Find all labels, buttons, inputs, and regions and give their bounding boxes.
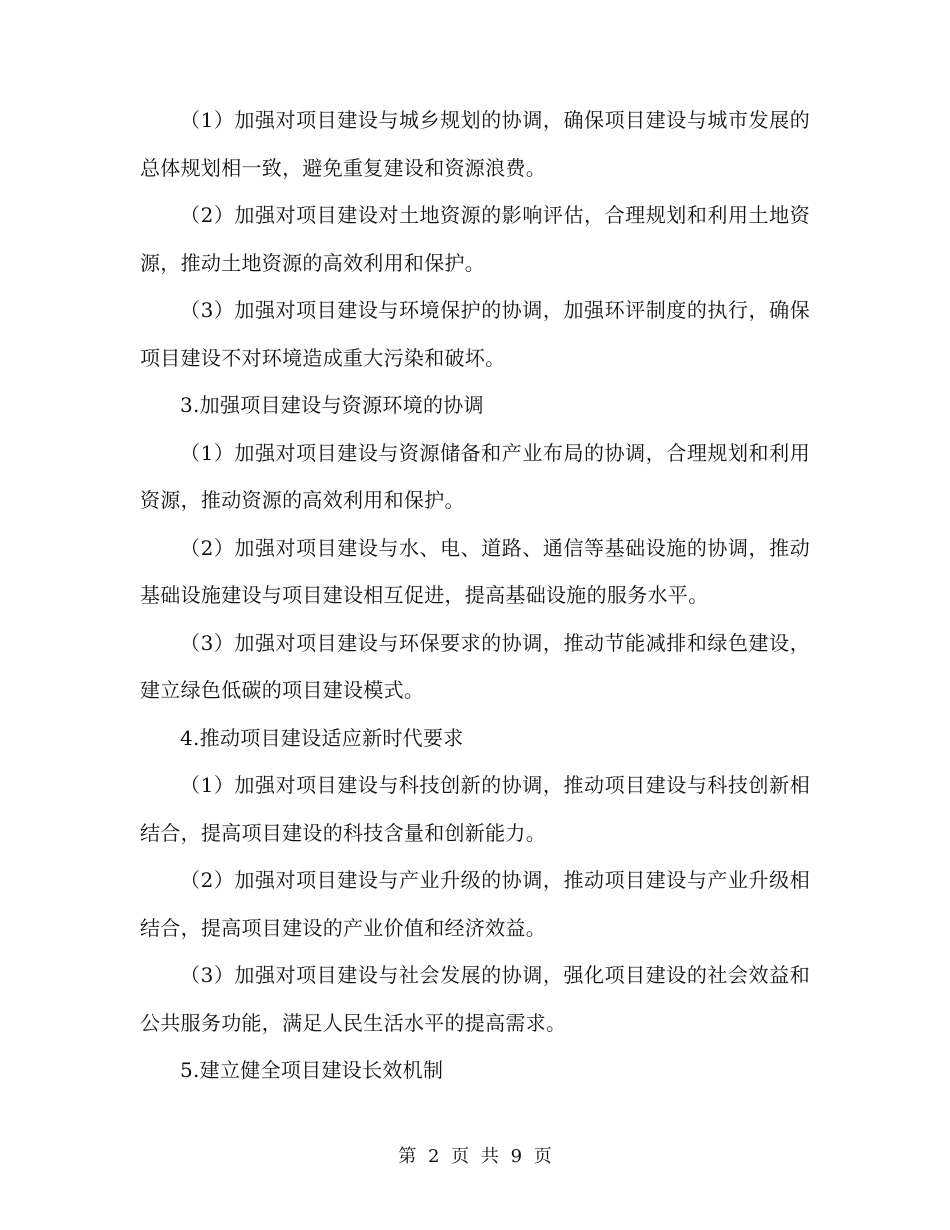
- document-page: [140, 97, 810, 1095]
- section-heading: 3.加强项目建设与资源环境的协调: [180, 393, 484, 417]
- paragraph: （2）加强对项目建设对土地资源的影响评估，合理规划和利用土地资源，推动土地资源的高效利用和保护。: [140, 203, 810, 275]
- page-footer: 第 2 页 共 9 页: [398, 1146, 552, 1167]
- paragraph: （3）加强对项目建设与环境保护的协调，加强环评制度的执行，确保项目建设不对环境造成重大污染和破坏。: [140, 298, 810, 370]
- paragraph: （3）加强对项目建设与环保要求的协调，推动节能减排和绿色建设，建立绿色低碳的项目建设模式。: [140, 630, 810, 702]
- paragraph: （1）加强对项目建设与科技创新的协调，推动项目建设与科技创新相结合，提高项目建设的科技含量和创新能力。: [140, 773, 810, 845]
- paragraph: （2）加强对项目建设与产业升级的协调，推动项目建设与产业升级相结合，提高项目建设的产业价值和经济效益。: [140, 868, 810, 940]
- section-heading: 5.建立健全项目建设长效机制: [180, 1058, 444, 1082]
- paragraph: （3）加强对项目建设与社会发展的协调，强化项目建设的社会效益和公共服务功能，满足人民生活水平的提高需求。: [140, 963, 810, 1035]
- paragraph: （2）加强对项目建设与水、电、道路、通信等基础设施的协调，推动基础设施建设与项目建设相互促进，提高基础设施的服务水平。: [140, 535, 810, 607]
- paragraph: （1）加强对项目建设与资源储备和产业布局的协调，合理规划和利用资源，推动资源的高效利用和保护。: [140, 440, 810, 512]
- paragraph: （1）加强对项目建设与城乡规划的协调，确保项目建设与城市发展的总体规划相一致，避免重复建设和资源浪费。: [140, 108, 810, 180]
- section-heading: 4.推动项目建设适应新时代要求: [180, 725, 464, 750]
